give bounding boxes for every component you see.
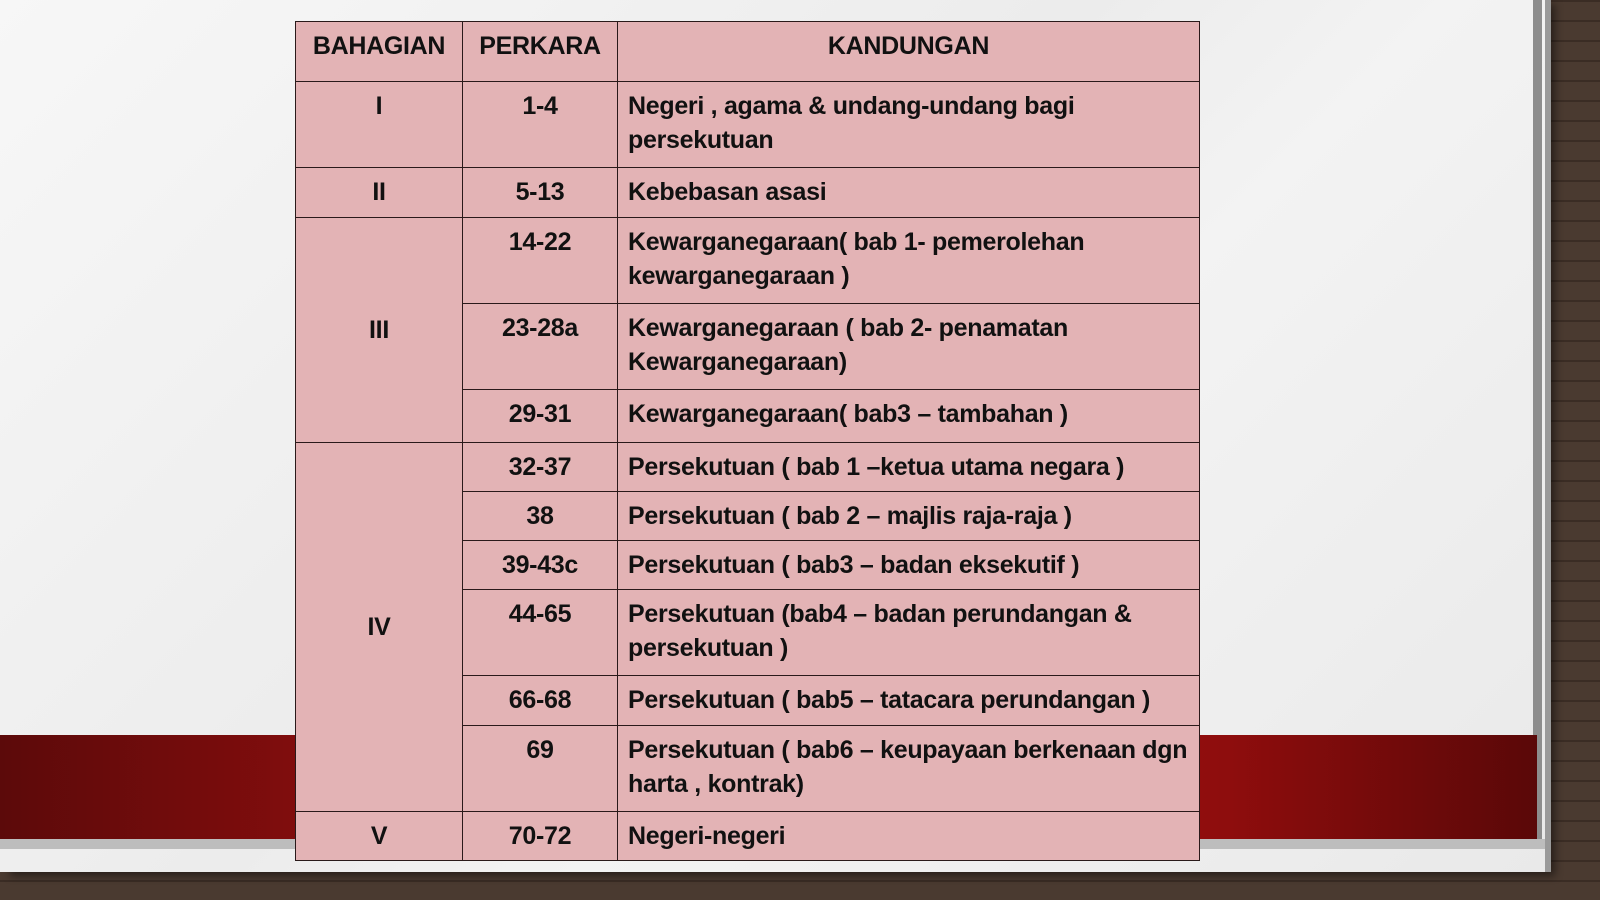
cell-bahagian: V	[296, 812, 463, 861]
cell-perkara: 5-13	[463, 168, 618, 218]
cell-kandungan: Kebebasan asasi	[618, 168, 1200, 218]
cell-kandungan: Kewarganegaraan( bab3 – tambahan )	[618, 390, 1200, 443]
cell-bahagian: III	[296, 218, 463, 443]
table-header-row	[296, 22, 1200, 82]
cell-kandungan: Negeri , agama & undang-undang bagi persekutuan	[618, 82, 1200, 168]
cell-kandungan: Persekutuan (bab4 – badan perundangan & persekutuan )	[618, 590, 1200, 676]
cell-kandungan: Negeri-negeri	[618, 812, 1200, 861]
cell-kandungan: Persekutuan ( bab6 – keupayaan berkenaan dgn harta , kontrak)	[618, 726, 1200, 812]
cell-perkara: 69	[463, 726, 618, 812]
cell-perkara: 70-72	[463, 812, 618, 861]
cell-bahagian: I	[296, 82, 463, 168]
table-row	[296, 812, 1200, 861]
header-perkara: PERKARA	[463, 22, 618, 82]
cell-perkara: 66-68	[463, 676, 618, 726]
header-kandungan: KANDUNGAN	[618, 22, 1200, 82]
constitution-table	[295, 21, 1200, 861]
cell-bahagian: II	[296, 168, 463, 218]
cell-kandungan: Persekutuan ( bab5 – tatacara perundangan )	[618, 676, 1200, 726]
cell-perkara: 44-65	[463, 590, 618, 676]
cell-bahagian: IV	[296, 443, 463, 812]
cell-kandungan: Persekutuan ( bab3 – badan eksekutif )	[618, 541, 1200, 590]
table-row	[296, 443, 1200, 492]
cell-perkara: 39-43c	[463, 541, 618, 590]
cell-kandungan: Persekutuan ( bab 2 – majlis raja-raja )	[618, 492, 1200, 541]
slide-right-edge	[1533, 0, 1542, 845]
table-row	[296, 168, 1200, 218]
cell-perkara: 38	[463, 492, 618, 541]
cell-perkara: 29-31	[463, 390, 618, 443]
cell-perkara: 23-28a	[463, 304, 618, 390]
cell-kandungan: Persekutuan ( bab 1 –ketua utama negara )	[618, 443, 1200, 492]
constitution-table-container	[295, 21, 1199, 861]
table-row	[296, 82, 1200, 168]
cell-kandungan: Kewarganegaraan ( bab 2- penamatan Kewarganegaraan)	[618, 304, 1200, 390]
table-row	[296, 218, 1200, 304]
cell-perkara: 14-22	[463, 218, 618, 304]
cell-kandungan: Kewarganegaraan( bab 1- pemerolehan kewarganegaraan )	[618, 218, 1200, 304]
cell-perkara: 1-4	[463, 82, 618, 168]
header-bahagian: BAHAGIAN	[296, 22, 463, 82]
cell-perkara: 32-37	[463, 443, 618, 492]
